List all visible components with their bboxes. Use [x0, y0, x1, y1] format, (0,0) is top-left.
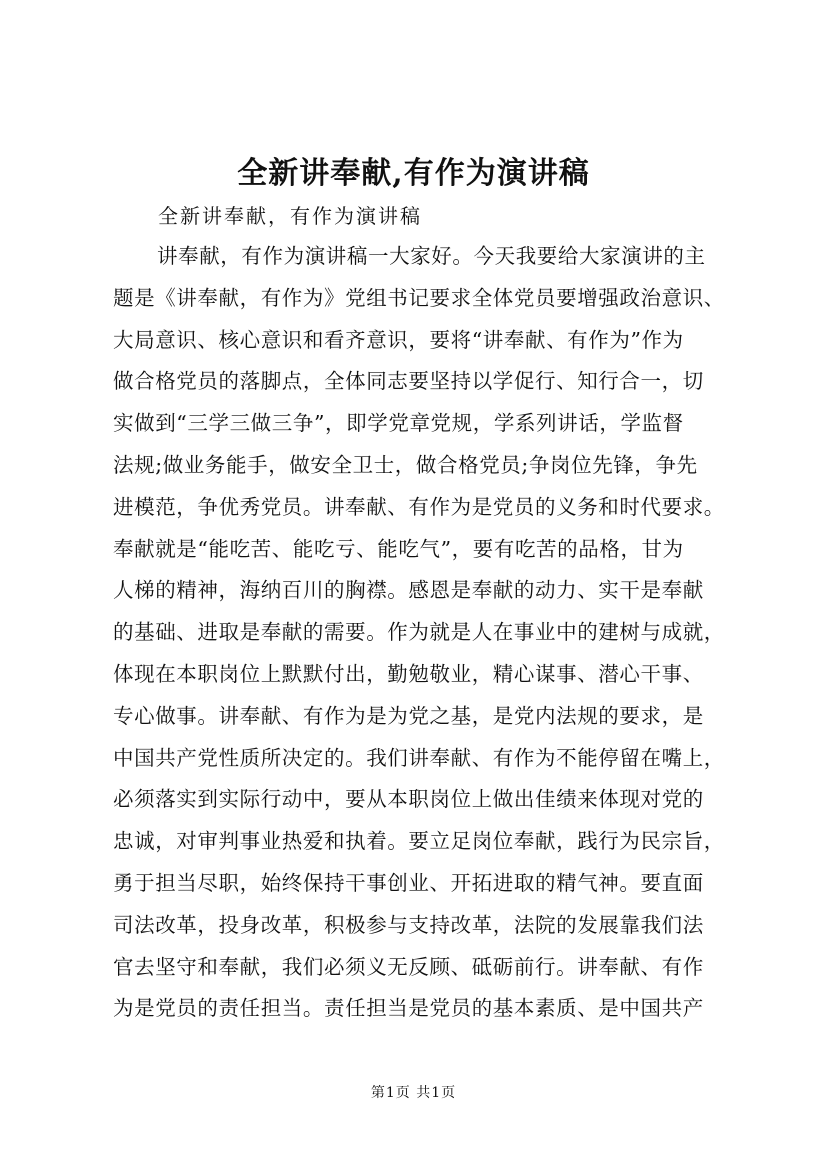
body-line: 实做到“三学三做三争”，即学党章党规，学系列讲话，学监督 — [113, 411, 684, 436]
body-line: 司法改革，投身改革，积极参与支持改革，法院的发展靠我们法 — [113, 912, 704, 937]
body-line: 题是《讲奉献，有作为》党组书记要求全体党员要增强政治意识、 — [113, 285, 725, 310]
body-line: 专心做事。讲奉献、有作为是为党之基，是党内法规的要求，是 — [113, 703, 704, 728]
body-line: 为是党员的责任担当。责任担当是党员的基本素质、是中国共产 — [113, 996, 704, 1021]
body-line: 必须落实到实际行动中，要从本职岗位上做出佳绩来体现对党的 — [113, 787, 704, 812]
page-footer: 第1页 共1页 — [370, 1085, 457, 1101]
body-line: 奉献就是“能吃苦、能吃亏、能吃气”，要有吃苦的品格，甘为 — [113, 536, 684, 561]
body-line: 忠诚，对审判事业热爱和执着。要立足岗位奉献，践行为民宗旨， — [113, 829, 725, 854]
body-line: 的基础、进取是奉献的需要。作为就是人在事业中的建树与成就， — [113, 620, 725, 645]
body-line: 法规;做业务能手，做安全卫士，做合格党员;争岗位先锋，争先 — [113, 452, 698, 477]
body-line: 人梯的精神，海纳百川的胸襟。感恩是奉献的动力、实干是奉献 — [113, 578, 704, 603]
body-line: 大局意识、核心意识和看齐意识，要将“讲奉献、有作为”作为 — [113, 327, 684, 352]
body-line: 体现在本职岗位上默默付出，勤勉敬业，精心谋事、潜心干事、 — [113, 661, 704, 686]
body-line: 勇于担当尽职，始终保持干事创业、开拓进取的精气神。要直面 — [113, 870, 704, 895]
document-subtitle: 全新讲奉献，有作为演讲稿 — [158, 204, 422, 228]
body-line: 进模范，争优秀党员。讲奉献、有作为是党员的义务和时代要求。 — [113, 494, 725, 519]
body-line: 讲奉献，有作为演讲稿一大家好。今天我要给大家演讲的主 — [157, 244, 706, 268]
body-line: 官去坚守和奉献，我们必须义无反顾、砥砺前行。讲奉献、有作 — [113, 954, 704, 979]
document-title: 全新讲奉献,有作为演讲稿 — [237, 156, 590, 191]
body-line: 中国共产党性质所决定的。我们讲奉献、有作为不能停留在嘴上， — [113, 745, 725, 770]
document-body — [113, 236, 725, 1030]
body-line: 做合格党员的落脚点，全体同志要坚持以学促行、知行合一，切 — [113, 369, 704, 394]
